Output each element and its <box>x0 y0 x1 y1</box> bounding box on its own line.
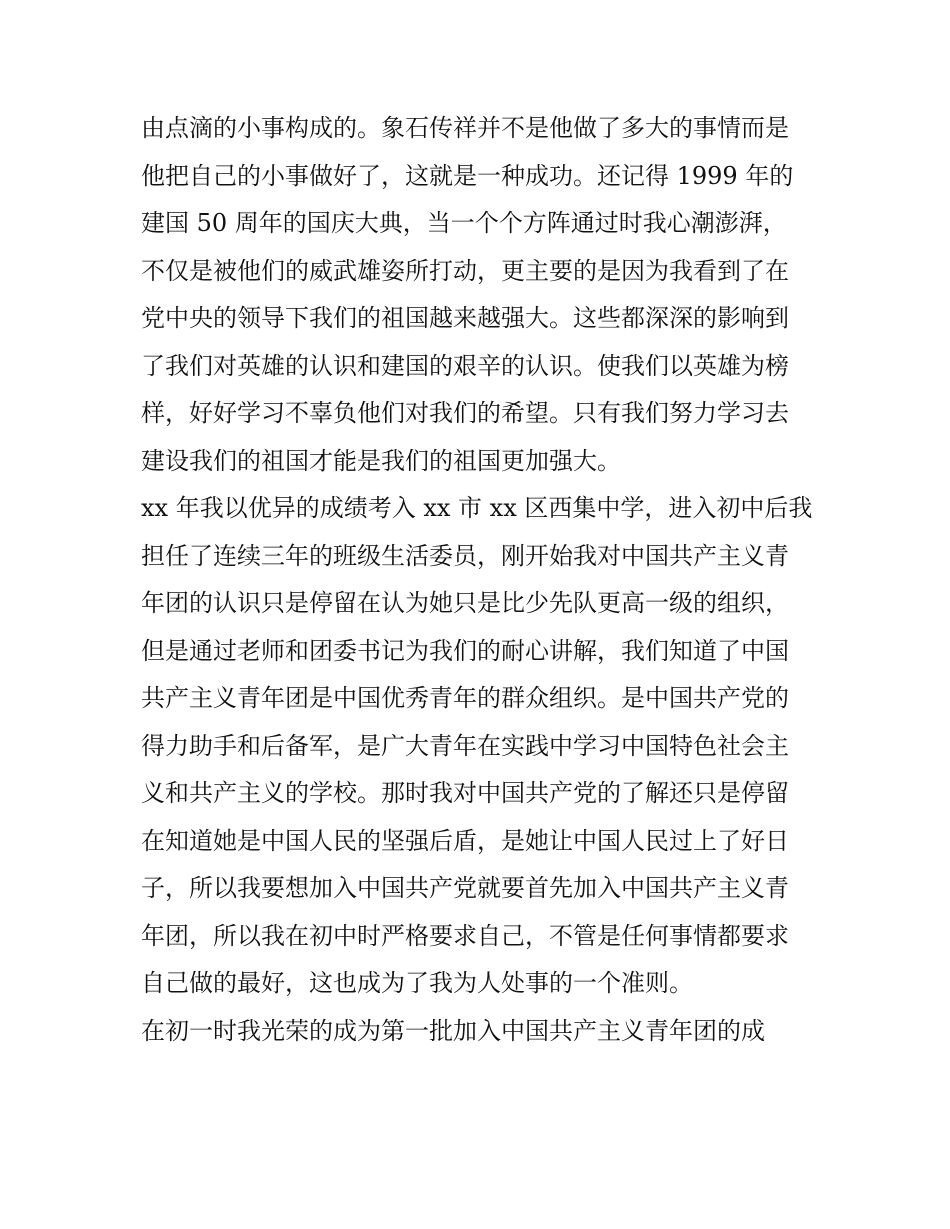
text-line: 自己做的最好，这也成为了我为人处事的一个准则。 <box>141 969 693 997</box>
text-line: 了我们对英雄的认识和建国的艰辛的认识。使我们以英雄为榜 <box>141 351 789 380</box>
text-line: 党中央的领导下我们的祖国越来越强大。这些都深深的影响到 <box>141 304 789 332</box>
text-line: 由点滴的小事构成的。象石传祥并不是他做了多大的事情而是 <box>141 114 789 142</box>
text-line: 子，所以我要想加入中国共产党就要首先加入中国共产主义青 <box>141 874 789 902</box>
text-line: 样，好好学习不辜负他们对我们的希望。只有我们努力学习去 <box>141 399 789 427</box>
text-line: 在知道她是中国人民的坚强后盾，是她让中国人民过上了好日 <box>141 826 789 855</box>
text-line: 不仅是被他们的威武雄姿所打动，更主要的是因为我看到了在 <box>141 256 789 285</box>
text-line: 他把自己的小事做好了，这就是一种成功。还记得 1999 年的 <box>141 161 794 190</box>
text-line: xx 年我以优异的成绩考入 xx 市 xx 区西集中学，进入初中后我 <box>141 494 813 522</box>
document-body <box>141 105 821 1055</box>
text-line: 年团的认识只是停留在认为她只是比少先队更高一级的组织， <box>141 589 789 617</box>
text-line: 得力助手和后备军，是广大青年在实践中学习中国特色社会主 <box>141 731 789 760</box>
text-line: 建设我们的祖国才能是我们的祖国更加强大。 <box>141 446 621 475</box>
text-line: 在初一时我光荣的成为第一批加入中国共产主义青年团的成 <box>141 1016 765 1045</box>
text-line: 建国 50 周年的国庆大典，当一个个方阵通过时我心潮澎湃， <box>141 209 787 237</box>
text-line: 共产主义青年团是中国优秀青年的群众组织。是中国共产党的 <box>141 684 789 712</box>
text-line: 义和共产主义的学校。那时我对中国共产党的了解还只是停留 <box>141 779 789 807</box>
text-line: 但是通过老师和团委书记为我们的耐心讲解，我们知道了中国 <box>141 636 789 665</box>
text-line: 担任了连续三年的班级生活委员，刚开始我对中国共产主义青 <box>141 541 789 570</box>
text-line: 年团，所以我在初中时严格要求自己，不管是任何事情都要求 <box>141 921 789 950</box>
